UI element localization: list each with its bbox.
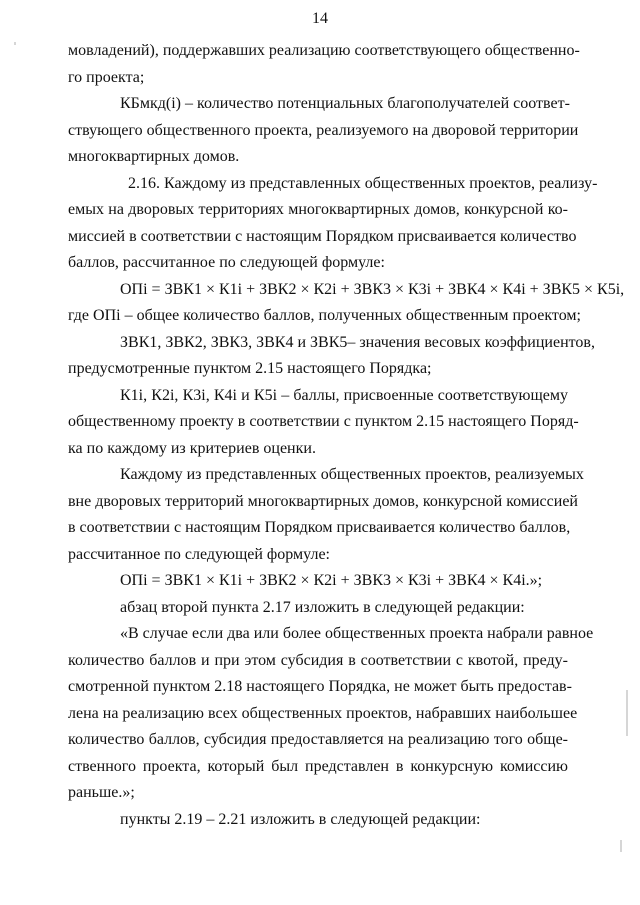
text-line: абзац второй пункта 2.17 изложить в следующей редакции: <box>120 598 525 616</box>
scan-artifact <box>626 690 628 736</box>
text-line: пункты 2.19 – 2.21 изложить в следующей редакции: <box>120 810 481 828</box>
text-line: вне дворовых территорий многоквартирных домов, конкурсной комиссией <box>68 492 578 510</box>
text-line: К1i, К2i, К3i, К4i и К5i – баллы, присвоенные соответствующему <box>120 386 568 404</box>
text-line: где ОПi – общее количество баллов, полученных общественным проектом; <box>68 307 581 324</box>
text-line: баллов, рассчитанное по следующей формуле: <box>68 254 385 271</box>
text-line: КБмкд(i) – количество потенциальных благополучателей соответ- <box>120 95 570 112</box>
text-line: количество баллов, субсидия предоставляется на реализацию того обще- <box>68 731 568 748</box>
text-line: ствующего общественного проекта, реализуемого на дворовой территории <box>68 121 579 139</box>
scan-artifact <box>14 42 16 45</box>
text-line: «В случае если два или более общественных проекта набрали равное <box>120 625 594 642</box>
text-line: мовладений), поддержавших реализацию соответствующего общественно- <box>68 42 580 59</box>
text-line: раньше.»; <box>68 784 135 801</box>
text-line: рассчитанное по следующей формуле: <box>68 545 330 563</box>
text-line: Каждому из представленных общественных проектов, реализуемых <box>120 466 584 483</box>
text-line: смотренной пунктом 2.18 настоящего Порядка, не может быть предостав- <box>68 678 572 695</box>
text-line: в соответствии с настоящим Порядком присваивается количество баллов, <box>68 519 571 536</box>
text-line: емых на дворовых территориях многоквартирных домов, конкурсной ко- <box>68 201 568 218</box>
text-line: 2.16. Каждому из представленных общественных проектов, реализу- <box>128 174 598 192</box>
text-line: количество баллов и при этом субсидия в соответствии с квотой, преду- <box>68 651 568 669</box>
text-line: го проекта; <box>68 68 145 86</box>
text-line: ОПi = ЗВК1 × К1i + ЗВК2 × К2i + ЗВК3 × К3i + ЗВК4 × К4i.»; <box>120 572 543 589</box>
page-number: 14 <box>312 10 328 27</box>
text-line: ЗВК1, ЗВК2, ЗВК3, ЗВК4 и ЗВК5– значения весовых коэффициентов, <box>120 333 595 351</box>
text-line: предусмотренные пунктом 2.15 настоящего Порядка; <box>68 360 432 377</box>
text-line: ственного проекта, который был представлен в конкурсную комиссию <box>68 757 568 775</box>
text-line: миссией в соответствии с настоящим Порядком присваивается количество <box>68 227 577 245</box>
text-line: многоквартирных домов. <box>68 148 240 165</box>
document-body <box>68 38 625 833</box>
text-line: общественному проекту в соответствии с пунктом 2.15 настоящего Поряд- <box>68 413 579 430</box>
scan-artifact <box>620 840 622 852</box>
text-line: лена на реализацию всех общественных проектов, набравших наибольшее <box>68 704 578 722</box>
text-line: ОПi = ЗВК1 × К1i + ЗВК2 × К2i + ЗВК3 × К3i + ЗВК4 × К4i + ЗВК5 × К5i, <box>120 280 625 298</box>
text-line: ка по каждому из критериев оценки. <box>68 439 316 457</box>
